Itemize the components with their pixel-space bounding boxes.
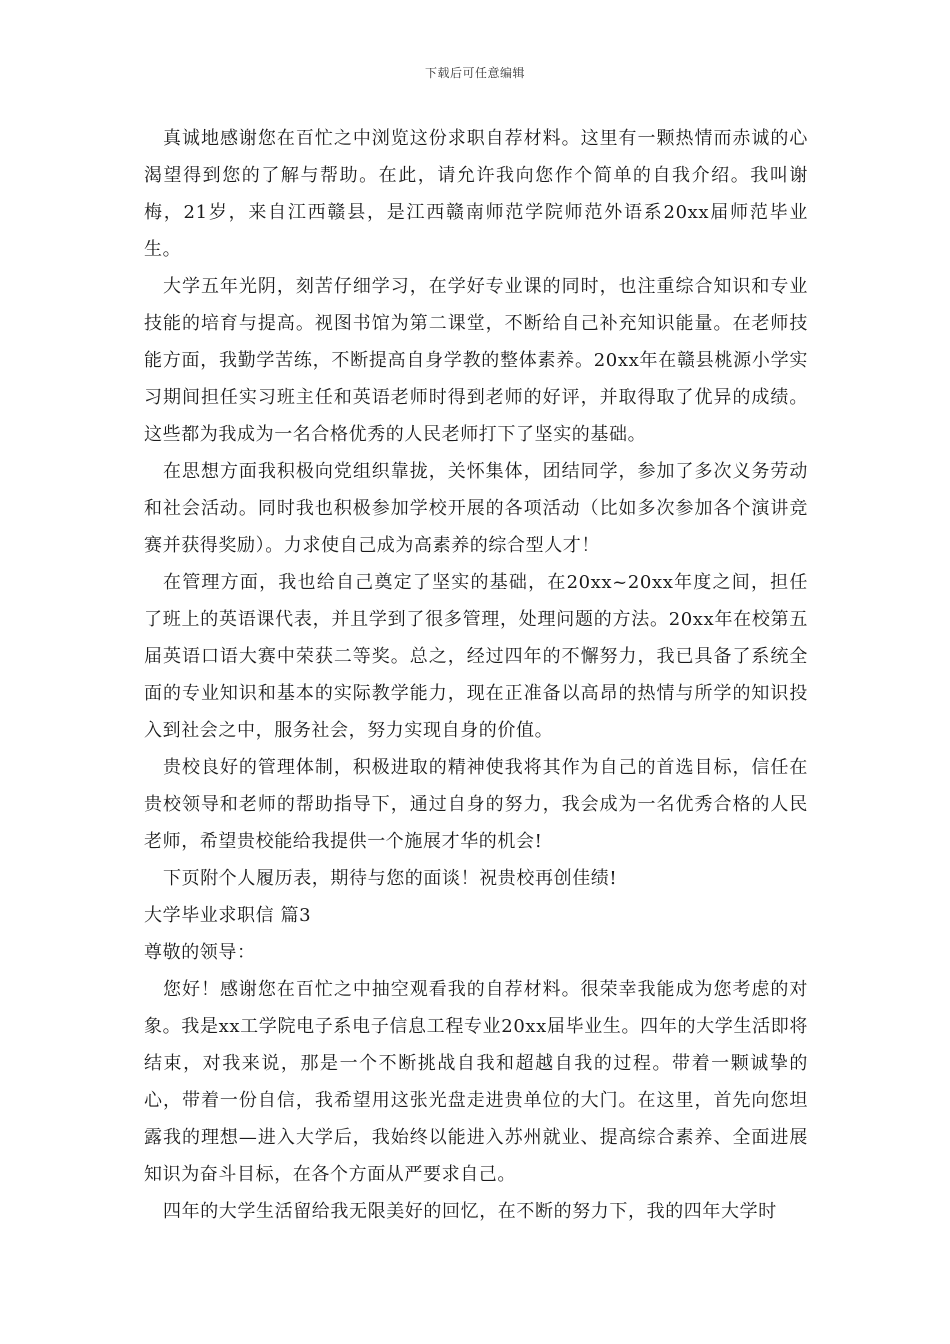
salutation: 尊敬的领导：	[144, 942, 256, 963]
paragraph-6: 下页附个人履历表，期待与您的面谈！祝贵校再创佳绩!	[163, 868, 618, 889]
page-header: 下载后可任意编辑	[424, 66, 525, 80]
paragraph-7: 您好！感谢您在百忙之中抽空观看我的自荐材料。很荣幸我能成为您考虑的对象。我是xx工学院电子系电子信息工程专业20xx届毕业生。四年的大学生活即将结束，对我来说，那是一个不断挑战自我和超越自我的过程。带着一颗诚挚的心，带着一份自信，我希望用这张光盘走进贵单位的大门。在这里，首先向您坦露我的理想—进入大学后，我始终以能进入苏州就业、提高综合素养、全面进展知识为奋斗目标，在各个方面从严要求自己。	[144, 979, 808, 1185]
paragraph-1: 真诚地感谢您在百忙之中浏览这份求职自荐材料。这里有一颗热情而赤诚的心渴望得到您的了解与帮助。在此，请允许我向您作个简单的自我介绍。我叫谢梅，21岁，来自江西赣县，是江西赣南师范学院师范外语系20xx届师范毕业生。	[144, 128, 808, 260]
paragraph-3: 在思想方面我积极向党组织靠拢，关怀集体，团结同学，参加了多次义务劳动和社会活动。同时我也积极参加学校开展的各项活动（比如多次参加各个演讲竞赛并获得奖励）。力求使自己成为高素养的综合型人才！	[144, 461, 808, 556]
document-body	[144, 120, 808, 1230]
paragraph-8: 四年的大学生活留给我无限美好的回忆，在不断的努力下，我的四年大学时	[163, 1201, 777, 1222]
paragraph-4: 在管理方面，我也给自己奠定了坚实的基础，在20xx~20xx年度之间，担任了班上的英语课代表，并且学到了很多管理，处理问题的方法。20xx年在校第五届英语口语大赛中荣获二等奖。总之，经过四年的不懈努力，我已具备了系统全面的专业知识和基本的实际教学能力，现在正准备以高昂的热情与所学的知识投入到社会之中，服务社会，努力实现自身的价值。	[144, 572, 808, 741]
paragraph-2: 大学五年光阴，刻苦仔细学习，在学好专业课的同时，也注重综合知识和专业技能的培育与提高。视图书馆为第二课堂，不断给自己补充知识能量。在老师技能方面，我勤学苦练，不断提高自身学教的整体素养。20xx年在赣县桃源小学实习期间担任实习班主任和英语老师时得到老师的好评，并取得取了优异的成绩。这些都为我成为一名合格优秀的人民老师打下了坚实的基础。	[144, 276, 808, 445]
paragraph-5: 贵校良好的管理体制，积极进取的精神使我将其作为自己的首选目标，信任在贵校领导和老师的帮助指导下，通过自身的努力，我会成为一名优秀合格的人民老师，希望贵校能给我提供一个施展才华的机会!	[144, 757, 808, 852]
section-title: 大学毕业求职信 篇3	[144, 905, 312, 926]
